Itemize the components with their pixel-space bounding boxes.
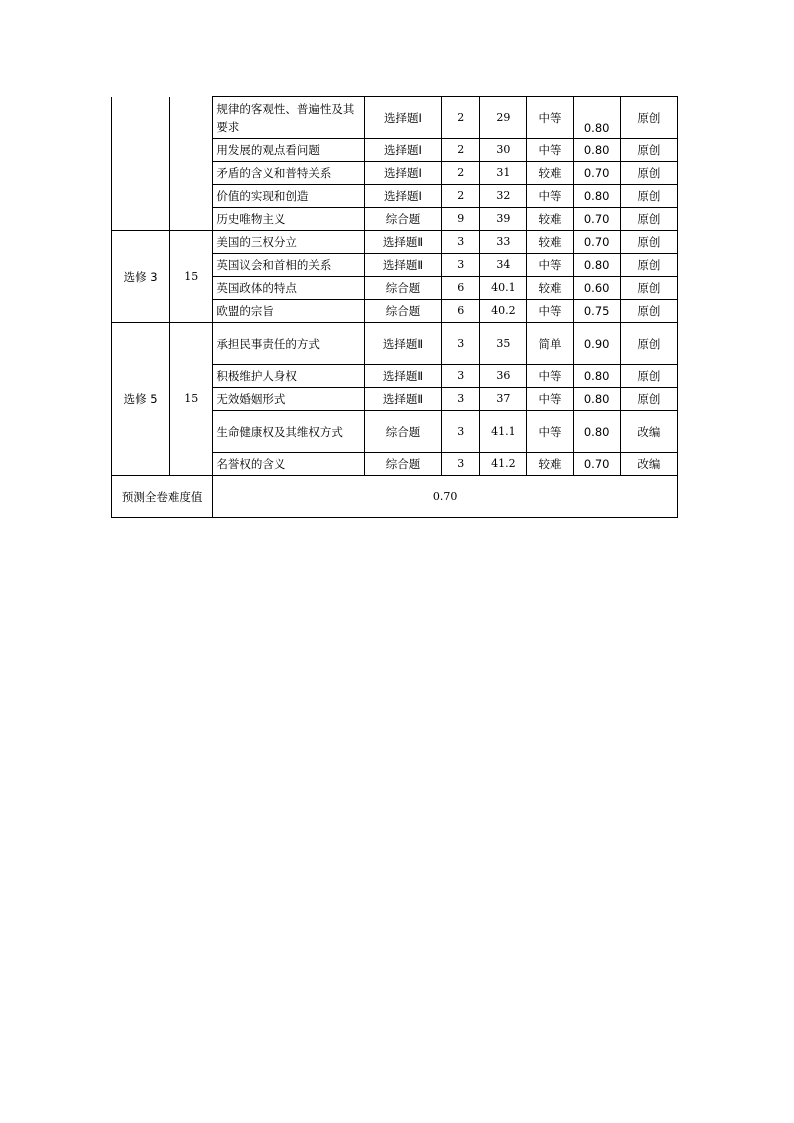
difficulty-cell: 中等 (527, 388, 573, 411)
score-cell: 6 (442, 300, 480, 323)
question-number-cell: 41.1 (480, 411, 527, 453)
difficulty-value-cell: 0.70 (573, 162, 620, 185)
difficulty-value-cell: 0.60 (573, 277, 620, 300)
knowledge-cell: 名誉权的含义 (213, 453, 365, 476)
knowledge-cell: 用发展的观点看问题 (213, 139, 365, 162)
difficulty-value-cell: 0.80 (573, 97, 620, 139)
difficulty-cell: 较难 (527, 231, 573, 254)
question-number-cell: 34 (480, 254, 527, 277)
table-row (112, 97, 678, 139)
summary-value: 0.70 (213, 476, 678, 518)
difficulty-value-cell: 0.80 (573, 185, 620, 208)
knowledge-cell: 历史唯物主义 (213, 208, 365, 231)
score-cell: 2 (442, 162, 480, 185)
origin-cell: 原创 (620, 254, 677, 277)
question-number-cell: 39 (480, 208, 527, 231)
difficulty-cell: 中等 (527, 365, 573, 388)
knowledge-cell: 规律的客观性、普遍性及其要求 (213, 97, 365, 139)
knowledge-cell: 积极维护人身权 (213, 365, 365, 388)
difficulty-value-cell: 0.80 (573, 365, 620, 388)
subject-cell (112, 97, 170, 231)
difficulty-value-cell: 0.80 (573, 411, 620, 453)
score-cell: 2 (442, 139, 480, 162)
knowledge-cell: 矛盾的含义和普特关系 (213, 162, 365, 185)
score-cell: 2 (442, 185, 480, 208)
difficulty-value-cell: 0.75 (573, 300, 620, 323)
question-number-cell: 35 (480, 323, 527, 365)
difficulty-value-cell: 0.70 (573, 208, 620, 231)
question-number-cell: 40.2 (480, 300, 527, 323)
question-number-cell: 33 (480, 231, 527, 254)
question-number-cell: 29 (480, 97, 527, 139)
difficulty-cell: 中等 (527, 411, 573, 453)
knowledge-cell: 价值的实现和创造 (213, 185, 365, 208)
type-cell: 综合题 (364, 411, 441, 453)
type-cell: 选择题Ⅰ (364, 97, 441, 139)
difficulty-cell: 较难 (527, 208, 573, 231)
origin-cell: 原创 (620, 365, 677, 388)
type-cell: 综合题 (364, 300, 441, 323)
type-cell: 综合题 (364, 208, 441, 231)
knowledge-cell: 欧盟的宗旨 (213, 300, 365, 323)
type-cell: 选择题Ⅰ (364, 139, 441, 162)
score-cell: 3 (442, 365, 480, 388)
summary-label: 预测全卷难度值 (112, 476, 213, 518)
question-number-cell: 32 (480, 185, 527, 208)
difficulty-value-cell: 0.70 (573, 453, 620, 476)
question-number-cell: 37 (480, 388, 527, 411)
difficulty-value-cell: 0.90 (573, 323, 620, 365)
score-cell: 3 (442, 411, 480, 453)
question-number-cell: 36 (480, 365, 527, 388)
difficulty-cell: 中等 (527, 139, 573, 162)
score-cell: 3 (442, 453, 480, 476)
points-cell: 15 (170, 323, 213, 476)
score-cell: 9 (442, 208, 480, 231)
origin-cell: 原创 (620, 323, 677, 365)
knowledge-cell: 英国政体的特点 (213, 277, 365, 300)
origin-cell: 原创 (620, 162, 677, 185)
score-cell: 3 (442, 254, 480, 277)
origin-cell: 改编 (620, 453, 677, 476)
difficulty-value-cell: 0.80 (573, 388, 620, 411)
origin-cell: 原创 (620, 185, 677, 208)
origin-cell: 原创 (620, 97, 677, 139)
origin-cell: 原创 (620, 277, 677, 300)
points-cell: 15 (170, 231, 213, 323)
table-row (112, 323, 678, 365)
points-cell (170, 97, 213, 231)
subject-cell: 选修 5 (112, 323, 170, 476)
table-row (112, 231, 678, 254)
question-number-cell: 30 (480, 139, 527, 162)
type-cell: 选择题Ⅰ (364, 162, 441, 185)
score-cell: 6 (442, 277, 480, 300)
type-cell: 选择题Ⅱ (364, 254, 441, 277)
origin-cell: 原创 (620, 208, 677, 231)
score-cell: 3 (442, 231, 480, 254)
summary-row (112, 476, 678, 518)
type-cell: 选择题Ⅱ (364, 323, 441, 365)
difficulty-cell: 较难 (527, 277, 573, 300)
difficulty-cell: 中等 (527, 254, 573, 277)
question-number-cell: 41.2 (480, 453, 527, 476)
difficulty-cell: 中等 (527, 300, 573, 323)
type-cell: 选择题Ⅰ (364, 185, 441, 208)
difficulty-value-cell: 0.80 (573, 254, 620, 277)
difficulty-cell: 中等 (527, 185, 573, 208)
knowledge-cell: 无效婚姻形式 (213, 388, 365, 411)
question-number-cell: 31 (480, 162, 527, 185)
question-number-cell: 40.1 (480, 277, 527, 300)
knowledge-cell: 英国议会和首相的关系 (213, 254, 365, 277)
score-cell: 3 (442, 323, 480, 365)
origin-cell: 原创 (620, 139, 677, 162)
difficulty-value-cell: 0.80 (573, 139, 620, 162)
difficulty-cell: 较难 (527, 162, 573, 185)
score-cell: 2 (442, 97, 480, 139)
subject-cell: 选修 3 (112, 231, 170, 323)
score-cell: 3 (442, 388, 480, 411)
difficulty-cell: 简单 (527, 323, 573, 365)
origin-cell: 改编 (620, 411, 677, 453)
type-cell: 综合题 (364, 453, 441, 476)
type-cell: 选择题Ⅱ (364, 388, 441, 411)
origin-cell: 原创 (620, 231, 677, 254)
knowledge-cell: 美国的三权分立 (213, 231, 365, 254)
type-cell: 选择题Ⅱ (364, 365, 441, 388)
exam-spec-table (111, 96, 678, 518)
knowledge-cell: 承担民事责任的方式 (213, 323, 365, 365)
difficulty-cell: 中等 (527, 97, 573, 139)
knowledge-cell: 生命健康权及其维权方式 (213, 411, 365, 453)
origin-cell: 原创 (620, 388, 677, 411)
difficulty-cell: 较难 (527, 453, 573, 476)
difficulty-value-cell: 0.70 (573, 231, 620, 254)
type-cell: 选择题Ⅱ (364, 231, 441, 254)
type-cell: 综合题 (364, 277, 441, 300)
origin-cell: 原创 (620, 300, 677, 323)
